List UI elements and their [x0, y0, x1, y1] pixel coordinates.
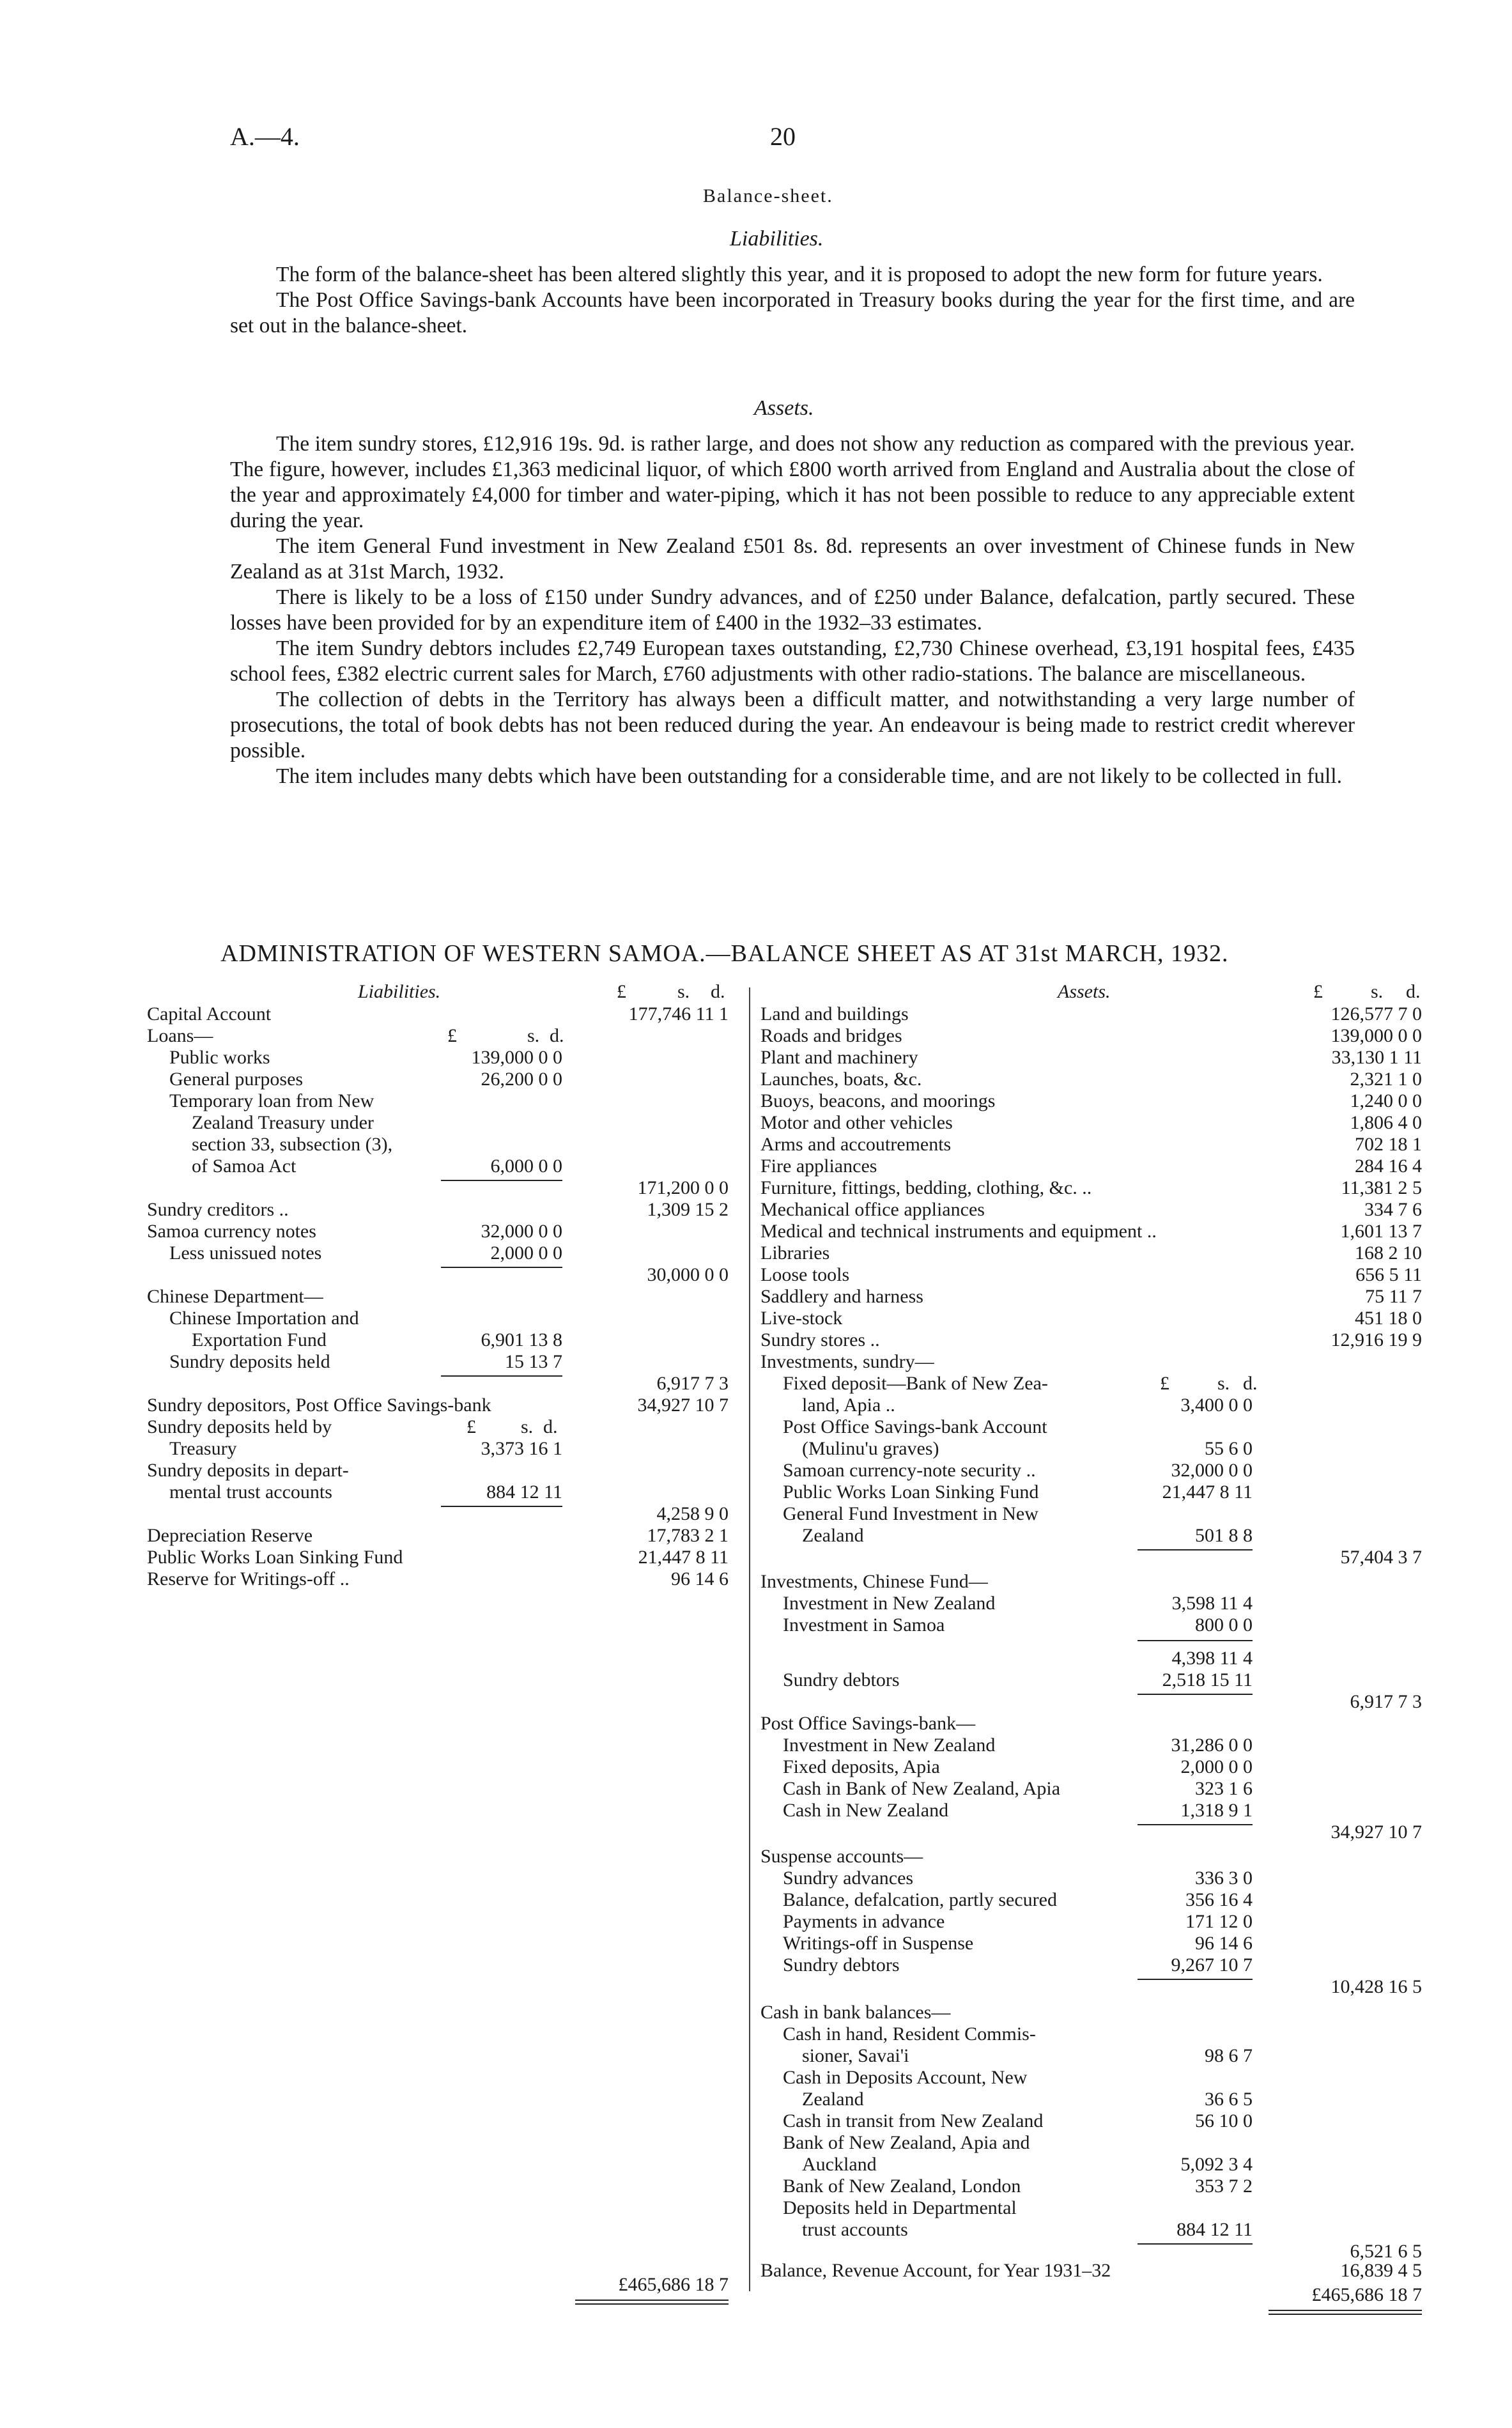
liabilities-column-head: Liabilities. — [358, 981, 441, 1002]
section-heading: Balance-sheet. — [703, 185, 833, 206]
asset-label: Investment in New Zealand — [783, 1593, 996, 1614]
liabilities-notes — [230, 262, 1355, 339]
asset-label: Arms and accoutrements — [760, 1134, 952, 1155]
pound-subhead: £ — [1160, 1373, 1169, 1394]
liability-amount: 6,901 13 8 — [481, 1329, 562, 1350]
liability-label: Treasury — [169, 1438, 237, 1459]
asset-label: Investments, Chinese Fund— — [760, 1571, 988, 1592]
asset-amount: 4,398 11 4 — [1171, 1648, 1253, 1669]
liability-label: General purposes — [169, 1069, 304, 1090]
liability-label: Sundry deposits held by — [147, 1416, 332, 1437]
asset-amount: 6,917 7 3 — [1350, 1691, 1422, 1712]
liability-label: Depreciation Reserve — [147, 1525, 313, 1546]
paragraph: The collection of debts in the Territory has always been a difficult matter, and notwithstanding a very large number of prosecutions, the total of book debts has not been reduced during the year. An endeavour is being made to restrict credit wherever possible. — [230, 688, 1355, 762]
asset-label: Bank of New Zealand, Apia and — [783, 2132, 1030, 2153]
asset-amount: 16,839 4 5 — [1340, 2260, 1422, 2281]
shilling-column-head: s. — [1371, 981, 1384, 1002]
liability-label: Exportation Fund — [192, 1329, 327, 1350]
liability-label: Public Works Loan Sinking Fund — [147, 1547, 403, 1568]
asset-amount: 2,000 0 0 — [1180, 1756, 1253, 1777]
asset-label: sioner, Savai'i — [802, 2045, 909, 2066]
asset-amount: 356 16 4 — [1185, 1889, 1253, 1910]
asset-label: Sundry advances — [783, 1867, 914, 1889]
paragraph: The item includes many debts which have been outstanding for a considerable time, and are not likely to be collected in full. — [276, 764, 1342, 788]
asset-label: Sundry debtors — [783, 1669, 900, 1690]
asset-amount: 2,518 15 11 — [1162, 1669, 1253, 1690]
pence-column-head: d. — [711, 981, 725, 1002]
liability-label: Less unissued notes — [169, 1242, 322, 1264]
asset-amount: 126,577 7 0 — [1331, 1003, 1422, 1025]
asset-amount: 75 11 7 — [1365, 1286, 1422, 1307]
asset-amount: 336 3 0 — [1195, 1867, 1253, 1889]
liability-amount: 4,258 9 0 — [656, 1503, 729, 1524]
liability-label: Zealand Treasury under — [192, 1112, 374, 1133]
asset-label: Furniture, fittings, bedding, clothing, &c. .. — [760, 1177, 1092, 1198]
asset-label: Cash in transit from New Zealand — [783, 2110, 1044, 2131]
asset-amount: 56 10 0 — [1195, 2110, 1253, 2131]
asset-amount: 501 8 8 — [1195, 1525, 1253, 1546]
paragraph: The form of the balance-sheet has been altered slightly this year, and it is proposed to adopt the new form for future years. — [276, 263, 1323, 286]
subtotal-rule — [1138, 1979, 1253, 1980]
asset-label: Investment in New Zealand — [783, 1735, 996, 1756]
liabilities-heading: Liabilities. — [730, 227, 824, 251]
asset-label: Balance, defalcation, partly secured — [783, 1889, 1057, 1910]
asset-label: Investments, sundry— — [760, 1351, 934, 1372]
pound-column-head: £ — [617, 981, 626, 1002]
paragraph: The Post Office Savings-bank Accounts have been incorporated in Treasury books during the year for the first time, and are set out in the balance-sheet. — [230, 288, 1355, 337]
asset-amount: 656 5 11 — [1355, 1264, 1422, 1285]
asset-amount: 334 7 6 — [1364, 1199, 1422, 1220]
asset-label: Cash in New Zealand — [783, 1800, 949, 1821]
liability-amount: 30,000 0 0 — [647, 1264, 729, 1285]
total-rule — [1269, 2314, 1422, 2315]
subtotal-rule — [441, 1506, 562, 1507]
liability-amount: 34,927 10 7 — [637, 1395, 729, 1416]
asset-amount: 2,321 1 0 — [1350, 1069, 1422, 1090]
liability-amount: 1,309 15 2 — [647, 1199, 729, 1220]
asset-amount: 57,404 3 7 — [1340, 1547, 1422, 1568]
liability-label: section 33, subsection (3), — [192, 1134, 393, 1155]
asset-amount: 6,521 6 5 — [1350, 2241, 1422, 2262]
asset-amount: 1,318 9 1 — [1180, 1800, 1253, 1821]
asset-label: Cash in Deposits Account, New — [783, 2067, 1028, 2088]
shilling-subhead: s. — [521, 1416, 534, 1437]
asset-label: Cash in hand, Resident Commis- — [783, 2023, 1036, 2045]
asset-amount: 1,240 0 0 — [1350, 1090, 1422, 1111]
shilling-column-head: s. — [677, 981, 690, 1002]
liability-amount: 171,200 0 0 — [637, 1177, 729, 1198]
subtotal-rule — [1138, 1694, 1253, 1695]
asset-label: Post Office Savings-bank Account — [783, 1416, 1047, 1437]
assets-notes — [230, 431, 1355, 789]
asset-label: Mechanical office appliances — [760, 1199, 985, 1220]
asset-label: General Fund Investment in New — [783, 1503, 1038, 1524]
asset-amount: 323 1 6 — [1195, 1778, 1253, 1799]
liability-amount: 26,200 0 0 — [481, 1069, 562, 1090]
paragraph: The item sundry stores, £12,916 19s. 9d. is rather large, and does not show any reduction as compared with the previous year. The figure, however, includes £1,363 medicinal liquor, of which £800 worth arrived from England and Australia about the close of the year and approximately £4,000 for timber and water-piping, which it has not been possible to reduce to any appreciable extent during the year. — [230, 432, 1355, 532]
asset-label: Buoys, beacons, and moorings — [760, 1090, 996, 1111]
asset-amount: 284 16 4 — [1355, 1156, 1422, 1177]
liability-label: Temporary loan from New — [169, 1090, 374, 1111]
pound-subhead: £ — [467, 1416, 476, 1437]
asset-amount: 1,601 13 7 — [1340, 1221, 1422, 1242]
asset-amount: 10,428 16 5 — [1331, 1976, 1422, 1997]
asset-amount: 1,806 4 0 — [1350, 1112, 1422, 1133]
asset-label: Sundry stores .. — [760, 1329, 880, 1350]
asset-label: Loose tools — [760, 1264, 850, 1285]
asset-label: trust accounts — [802, 2219, 908, 2240]
asset-amount: 9,267 10 7 — [1171, 1954, 1253, 1976]
asset-label: Balance, Revenue Account, for Year 1931–32 — [760, 2260, 1111, 2281]
paragraph: The item Sundry debtors includes £2,749 European taxes outstanding, £2,730 Chinese overhead, £3,191 hospital fees, £435 school fees, £382 electric current sales for March, £760 adjustments with other radio-stations. The balance are miscellaneous. — [230, 637, 1355, 686]
liability-amount: 96 14 6 — [671, 1568, 729, 1589]
asset-label: Fixed deposits, Apia — [783, 1756, 940, 1777]
liability-label: Loans— — [147, 1025, 213, 1046]
asset-amount: 3,400 0 0 — [1180, 1395, 1253, 1416]
pence-column-head: d. — [1406, 981, 1421, 1002]
liability-amount: 3,373 16 1 — [481, 1438, 562, 1459]
asset-label: Zealand — [802, 1525, 864, 1546]
asset-label: Sundry debtors — [783, 1954, 900, 1976]
liability-label: Samoa currency notes — [147, 1221, 316, 1242]
asset-amount: 884 12 11 — [1176, 2219, 1253, 2240]
liability-amount: 15 13 7 — [505, 1351, 562, 1372]
asset-label: Motor and other vehicles — [760, 1112, 953, 1133]
asset-amount: 3,598 11 4 — [1171, 1593, 1253, 1614]
asset-label: Suspense accounts— — [760, 1846, 923, 1867]
asset-amount: 33,130 1 11 — [1331, 1047, 1422, 1068]
asset-label: Post Office Savings-bank— — [760, 1713, 976, 1734]
pence-subhead: d. — [543, 1416, 558, 1437]
column-divider — [749, 987, 750, 2291]
document-reference: A.—4. — [230, 122, 300, 151]
asset-amount: 11,381 2 5 — [1341, 1177, 1422, 1198]
asset-label: (Mulinu'u graves) — [802, 1438, 939, 1459]
total-rule — [575, 2303, 729, 2305]
liability-amount: 884 12 11 — [486, 1481, 562, 1503]
paragraph: The item General Fund investment in New Zealand £501 8s. 8d. represents an over investment of Chinese funds in New Zealand as at 31st March, 1932. — [230, 534, 1355, 584]
liability-amount: 139,000 0 0 — [471, 1047, 562, 1068]
asset-amount: 36 6 5 — [1205, 2089, 1253, 2110]
asset-label: Samoan currency-note security .. — [783, 1460, 1036, 1481]
asset-label: Zealand — [802, 2089, 864, 2110]
asset-label: Cash in Bank of New Zealand, Apia — [783, 1778, 1061, 1799]
assets-grand-total: £465,686 18 7 — [1311, 2284, 1422, 2305]
liability-label: Sundry depositors, Post Office Savings-bank — [147, 1395, 491, 1416]
liability-amount: 6,917 7 3 — [656, 1373, 729, 1394]
total-rule — [575, 2300, 729, 2301]
shilling-subhead: s. — [1217, 1373, 1230, 1394]
liability-label: Sundry creditors .. — [147, 1199, 289, 1220]
liability-label: Chinese Department— — [147, 1286, 323, 1307]
assets-column-head: Assets. — [1058, 981, 1111, 1002]
asset-amount: 31,286 0 0 — [1171, 1735, 1253, 1756]
pence-subhead: d. — [550, 1025, 564, 1046]
page-number: 20 — [770, 122, 796, 151]
total-rule — [1269, 2310, 1422, 2311]
asset-amount: 171 12 0 — [1185, 1911, 1253, 1932]
liability-amount: 17,783 2 1 — [647, 1525, 729, 1546]
subtotal-rule — [441, 1375, 562, 1377]
asset-label: Auckland — [802, 2154, 877, 2175]
pence-subhead: d. — [1243, 1373, 1258, 1394]
asset-label: Plant and machinery — [760, 1047, 918, 1068]
liability-label: Chinese Importation and — [169, 1308, 359, 1329]
asset-amount: 12,916 19 9 — [1331, 1329, 1422, 1350]
asset-amount: 451 18 0 — [1355, 1308, 1422, 1329]
asset-amount: 96 14 6 — [1195, 1933, 1253, 1954]
subtotal-rule — [1138, 2243, 1253, 2245]
liability-label: Reserve for Writings-off .. — [147, 1568, 350, 1589]
table-title: ADMINISTRATION OF WESTERN SAMOA.—BALANCE SHEET AS AT 31st MARCH, 1932. — [220, 940, 1229, 967]
asset-amount: 168 2 10 — [1355, 1242, 1422, 1264]
asset-label: Libraries — [760, 1242, 830, 1264]
pound-column-head: £ — [1313, 981, 1323, 1002]
asset-label: Deposits held in Departmental — [783, 2197, 1017, 2218]
liability-label: Capital Account — [147, 1003, 272, 1025]
subtotal-rule — [441, 1267, 562, 1268]
asset-label: Bank of New Zealand, London — [783, 2176, 1021, 2197]
liabilities-grand-total: £465,686 18 7 — [618, 2274, 729, 2295]
asset-label: Roads and bridges — [760, 1025, 902, 1046]
asset-label: Live-stock — [760, 1308, 843, 1329]
asset-amount: 800 0 0 — [1195, 1614, 1253, 1635]
asset-label: Cash in bank balances— — [760, 2002, 951, 2023]
asset-label: Public Works Loan Sinking Fund — [783, 1481, 1039, 1503]
liability-amount: 32,000 0 0 — [481, 1221, 562, 1242]
asset-label: Land and buildings — [760, 1003, 909, 1025]
subtotal-rule — [1138, 1824, 1253, 1825]
asset-amount: 21,447 8 11 — [1162, 1481, 1253, 1503]
liability-amount: 6,000 0 0 — [490, 1156, 562, 1177]
asset-label: Medical and technical instruments and equipment .. — [760, 1221, 1157, 1242]
asset-amount: 32,000 0 0 — [1171, 1460, 1253, 1481]
shilling-subhead: s. — [527, 1025, 540, 1046]
asset-label: Payments in advance — [783, 1911, 945, 1932]
asset-amount: 34,927 10 7 — [1331, 1821, 1422, 1843]
asset-label: Investment in Samoa — [783, 1614, 945, 1635]
asset-amount: 55 6 0 — [1205, 1438, 1253, 1459]
asset-label: Launches, boats, &c. — [760, 1069, 922, 1090]
asset-amount: 5,092 3 4 — [1180, 2154, 1253, 2175]
paragraph: There is likely to be a loss of £150 under Sundry advances, and of £250 under Balance, defalcation, partly secured. These losses have been provided for by an expenditure item of £400 in the 1932–33 estimates. — [230, 585, 1355, 635]
assets-heading: Assets. — [754, 396, 814, 420]
liability-amount: 2,000 0 0 — [490, 1242, 562, 1264]
liability-label: Sundry deposits held — [169, 1351, 330, 1372]
pound-subhead: £ — [447, 1025, 457, 1046]
liability-amount: 177,746 11 1 — [628, 1003, 729, 1025]
asset-amount: 139,000 0 0 — [1331, 1025, 1422, 1046]
asset-label: Saddlery and harness — [760, 1286, 923, 1307]
subtotal-rule — [441, 1180, 562, 1181]
liability-label: Public works — [169, 1047, 270, 1068]
liability-amount: 21,447 8 11 — [638, 1547, 729, 1568]
asset-amount: 702 18 1 — [1355, 1134, 1422, 1155]
asset-amount: 98 6 7 — [1205, 2045, 1253, 2066]
asset-label: land, Apia .. — [802, 1395, 895, 1416]
asset-label: Fixed deposit—Bank of New Zea- — [783, 1373, 1048, 1394]
liability-label: Sundry deposits in depart- — [147, 1460, 349, 1481]
asset-label: Fire appliances — [760, 1156, 877, 1177]
subtotal-rule — [1138, 1640, 1253, 1641]
liability-label: of Samoa Act — [192, 1156, 297, 1177]
asset-amount: 353 7 2 — [1195, 2176, 1253, 2197]
subtotal-rule — [1138, 1549, 1253, 1550]
asset-label: Writings-off in Suspense — [783, 1933, 974, 1954]
liability-label: mental trust accounts — [169, 1481, 332, 1503]
